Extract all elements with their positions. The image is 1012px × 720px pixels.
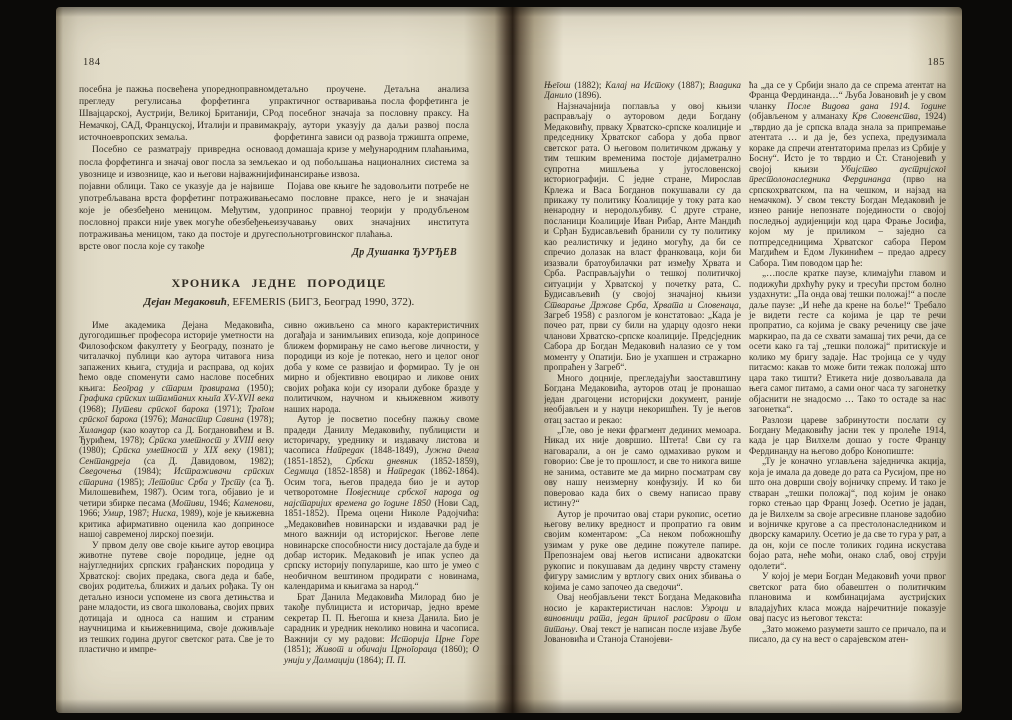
paragraph: посебна је пажња посвећена упоредноправном прегледу регулисања форфетинга у Швајцарској, Аустрији, Великој Британији, СР Немачкој, САД, Француској, Италији и правима источноевропских земаља.	[79, 85, 274, 144]
paragraph: У првом делу ове своје књиге аутор евоцира животне путеве своје породице, једне од најугледнијих српских грађанских породица у Хрватској: својих предака, свога деда и бабе, својих родитеља, ближих и даљих рођака. Ту он детаљно износи успомене из свога детињства и ране младости, из свога школовања, својих првих дотицаја и односа са нашим и страним научницима и књижевницима, своје доживљаје из тешких година другог светског рата. Све је то пластично и импре-	[79, 539, 274, 655]
article-body-left-page	[79, 320, 479, 692]
paragraph: ћа „да се у Србији знало да се спрема атентат на Франца Фердинанда…“ Љуба Јовановић је у свом чланку После Видова дана 1914. године (објављеном у алманаху Крв Словенства, 1924) „тврдио да је српска влада знала за припремање атентата … и да је, без успеха, предузимала кораке да спречи атентаторима прелаз из Србије у Босну“. Исто је то тврдио и Ст. Станојевић у својој књизи Убијство аустријског престолонаследника Фердинанда (прво на српскохрватском, па на чешком, и најзад на немачком). У свом тексту Богдан Медаковић је изнео раније непознате појединости о својој последњој аудијенцији код цара Фрање Јосифа, којом му је приликом – заједно са потпредседницима Хрватског сабора Пером Магдићем и Едом Лукинићем – предао адресу Сабора. Тим поводом цар ће:	[749, 80, 946, 268]
paragraph: Брат Данила Медаковића Милорад био је такође публициста и историчар, једно време секретар П. П. Његоша и кнеза Данила. Био је сарадник и уредник неколико новина и часописа. Важнији су му радови: Историја Црне Горе (1851); Живот и обичаји Црногораца (1860); О унији у Далмацији (1864); П. П.	[284, 591, 479, 665]
paragraph: сивно оживљено са много карактеристичних догађаја и занимљивих епизода, које доприносе ближем формирању не само његове личности, у породици из које је потекао, него и целог оног доба у коме се развијао и формирао. Ту је он мирно и објективно евоцирао и ликове оних својих рођака који су изорали дубоке бразде у политичком, научном и књижевном животу наших народа.	[284, 320, 479, 414]
paragraph: „Ту је коначно углављена заједничка акција, која је имала да доведе до рата са Русијом, пре но што она доврши своју војничку спрему. И тако је стваран „тешки положај“, под којим је онако горко стењао цар Франц Јозеф. Осетио је јадан, да је Вилхелм за своје агресивне планове задобио и војничке кругове а са престолонаследником и дворску камарилу. Осетио је да све то гура у рат, а да он, који се после толиких година искустава бојао рата, неће моћи, онако слаб, овој струји одолети“.	[749, 456, 946, 571]
paragraph: Аутор је посветио посебну пажњу своме прадеди Данилу Медаковићу, публицисти и историчару, уреднику и издавачу листова и часописа Напредак (1848-1849), Јужна пчела (1851-1852), Србски дневник (1852-1859), Седмица (1852-1858) и Напредак (1862-1864). Осим тога, његов прадеда био је и аутор четворотомне Повјеснице србског народа од најстаријих времена до године 1850 (Нови Сад, 1851-1852). Према оцени Николе Радојчића: „Медаковићев новинарски и издавачки рад је много важнији од историјског. Његове лепе новинарске способности нису достајале да буде и добар историк. Медаковић је ипак успео да српску историју популарише, као што је умео с необичном вештином продирати с новинама, календарима и књигама за народ.“	[284, 414, 479, 592]
paragraph: У којој је мери Богдан Медаковић уочи првог светског рата био обавештен о политичким плановима и комбинацијама аустријских владајућих класа можда најречитније показује овај пасус из његовог текста:	[749, 571, 946, 624]
paragraph: Аутор је прочитао овај стари рукопис, осетио његову велику вредност и пропратио га овим својим коментаром: „Са неком побожношћу узимам у руке ове дедине пожутеле папире. Препознајем овај његов исписани адвокатски рукопис и покушавам да дедину чврсту стамену фигуру замислим у вртлогу свих оних збивања о којима је само започео да сведочи“.	[544, 508, 741, 592]
text-column-2	[274, 84, 469, 280]
paragraph: Име академика Дејана Медаковића, дугогодишњег професора историје уметности на Филозофском факултету у Београду, познато је читалачкој публици као аутора читавога низа запажених књига, студија и расправа, од којих ћемо овде споменути само наслове посебних књига: Београд у старим гравирама (1950); Графика српских штампаних књига XV-XVII века (1968); Путеви српског барока (1971); Трагом српског барока (1976); Манастир Савина (1978); Хиландар (као коаутор са Д. Богдановићем и В. Ђурићем, 1978); Српска уметност у XVIII веку (1980); Српска уметност у XIX веку (1981); Сентандреја (са Д. Давидовом, 1982); Сведочења (1984); Истраживачи српских старина (1985); Летопис Срба у Трсту (са Ђ. Милошевићем, 1987). Осим тога, објавио је и четири збирке песама (Мотиви, 1946; Каменови, 1966; Умир, 1987; Ниска, 1989), које је књижевна критика афирмативно оценила као доприносе нашој савременој лирској поезији.	[79, 320, 275, 540]
paragraph: Овај необјављени текст Богдана Медаковића носио је карактеристичан наслов: Узроци и виновници рата, један прилог расправи о том питању. Овај текст је написан после изјаве Љубе Јовановића и Станоја Станојеви-	[544, 592, 742, 645]
text-column-2	[749, 80, 946, 668]
reviewer-signature: Др Душанка ЂУРЂЕВ	[352, 247, 457, 259]
book-spread	[56, 7, 962, 713]
text-column-1	[544, 80, 741, 668]
paragraph: „…после кратке паузе, климајући главом и подижући дрхћућу руку и тресући прстом болно уздахнути: „Па онда овај тешки положај!“ а после даље паузе: „И неће да крене на боље!“ Требало је видети гесте са којима је цар те речи пропратио, са којима је сваку реченицу све јаче маркирао, па да се схвати замашај тих речи, да се осети како га тај „тешки положај“ притискује и колико му бригу задаје. Нас тројица се у чуду питасмо: какав то може бити тежак положај што цара тако тишти? Етикета није дозвољавала да њега самог питамо, а сами оног часа ту загонетку објаснити не знадосмо … Тако то остаде за нас загонетка“.	[749, 268, 946, 415]
paragraph: Много доцније, прегледајући заоставштину Богдана Медаковића, ауторов отац је пронашао један драгоцени историјски документ, раније необјављен и у науци некоришћен. Ту је његов отац застао и рекао:	[544, 372, 741, 425]
paragraph: Разлози цареве забринутости послати су Богдану Медаковићу јасни тек у пролеће 1914, када је цар Вилхелм дошао у госте Францу Фердинанду на његово добро Конопиште:	[749, 414, 946, 456]
text-column-1	[79, 84, 274, 280]
paragraph: Дејан Медаковић, EFEMERIS (БИГЗ, Београд 1990, 372).	[143, 296, 415, 308]
column-paragraphs	[274, 84, 469, 241]
page-number-left: 184	[83, 57, 101, 68]
previous-review-conclusion	[79, 84, 479, 280]
article-subtitle	[69, 296, 489, 308]
paragraph: Његош (1882); Калај на Истоку (1887); Владика Данило (1896).	[544, 80, 741, 101]
text-column-2	[284, 320, 479, 692]
paragraph: „Гле, ово је неки фрагмент дединих мемоара. Никад их није довршио. Штета! Сви су га наговарали, а он је само одмахивао руком и говорио: Све је то прошлост, и све то никога више не занима, оставите ме да мирно посматрам сву ову нашу неизмерну конфузију. И ко би поверовао када бих о свему написао праву истину?“	[544, 424, 741, 509]
paragraph: Посебно се разматрају привредна основа посла форфетинга и значај овог посла за земље увознице и извознице, као и његови најважнији појавни облици. Тако се указује да је највише употребљавана врста форфетинг потраживање које је обезбеђено меницом. Међутим, у пословној пракси није увек могуће обезбеђење потраживања меницом, тако да постоје и друге врсте овог посла које су такође	[79, 145, 274, 253]
article-body-right-page	[544, 80, 946, 668]
text-column-1	[79, 320, 274, 692]
paragraph: Појава ове књиге ће задовољити потребе не само пословне праксе, него је и значајан допринос правној теорији у продубљеном изучавању ових значајних института спољнотрговинског плаћања.	[274, 181, 469, 241]
paragraph: Најзначајнија поглавља у овој књизи расправљају о ауторовом деди Богдану Медаковићу, прваку Хрватско-српске коалиције и председнику Хрватског сабора у доба првог светског рата. О његовом политичком држању у тим тешким временима постоје дијаметрално супротна мишљења у југословенској историографији. С једне стране, Мирослав Крлежа и Васа Богданов покушавали су да прикажу ту политику Коалиције у току рата као ненародну и неродољубиву. С друге стране, посланици Коалиције Иван Рибар, Анте Мандић и Срђан Будисављевић бранили су ту политику као реалистичку и једино могућу, да би се спречио долазак на власт франковаца, који би изазвали братоубилачки рат између Хрвата и Срба. Расправљајући о тешкој политичкој ситуацији у Хрватској у почетку рата, С. Будисављевић (у својој значајној књизи Стварање Државе Срба, Хрвата и Словенаца, Загреб 1958) с разлогом је констатовао: „Када је почео рат, први су били на ударцу одозго неки чланови Хрватско-српске коалиције. Предсједник Сабора др Богдан Медаковић налазио се у том моменту у Опатији. Био је ухапшен и стражарно пропраћен у Загреб“.	[544, 100, 741, 373]
article-title: ХРОНИКА ЈЕДНЕ ПОРОДИЦЕ	[171, 276, 387, 290]
page-number-right: 185	[927, 57, 945, 68]
paragraph: детаљно проучене. Детаљна анализа практичног остваривања посла форфетинга је од посебног значаја за пословну праксу. На крају, аутори указују да даљи развој посла форфетинга зависи од развоја тржишта опреме, од домашаја кризе у међународним плаћањима, као и од побољшања националних система за финансирање извоза.	[274, 85, 469, 180]
paragraph: „Зато можемо разумети зашто се причало, па и писало, да су на вест о сарајевском атен-	[749, 623, 946, 645]
